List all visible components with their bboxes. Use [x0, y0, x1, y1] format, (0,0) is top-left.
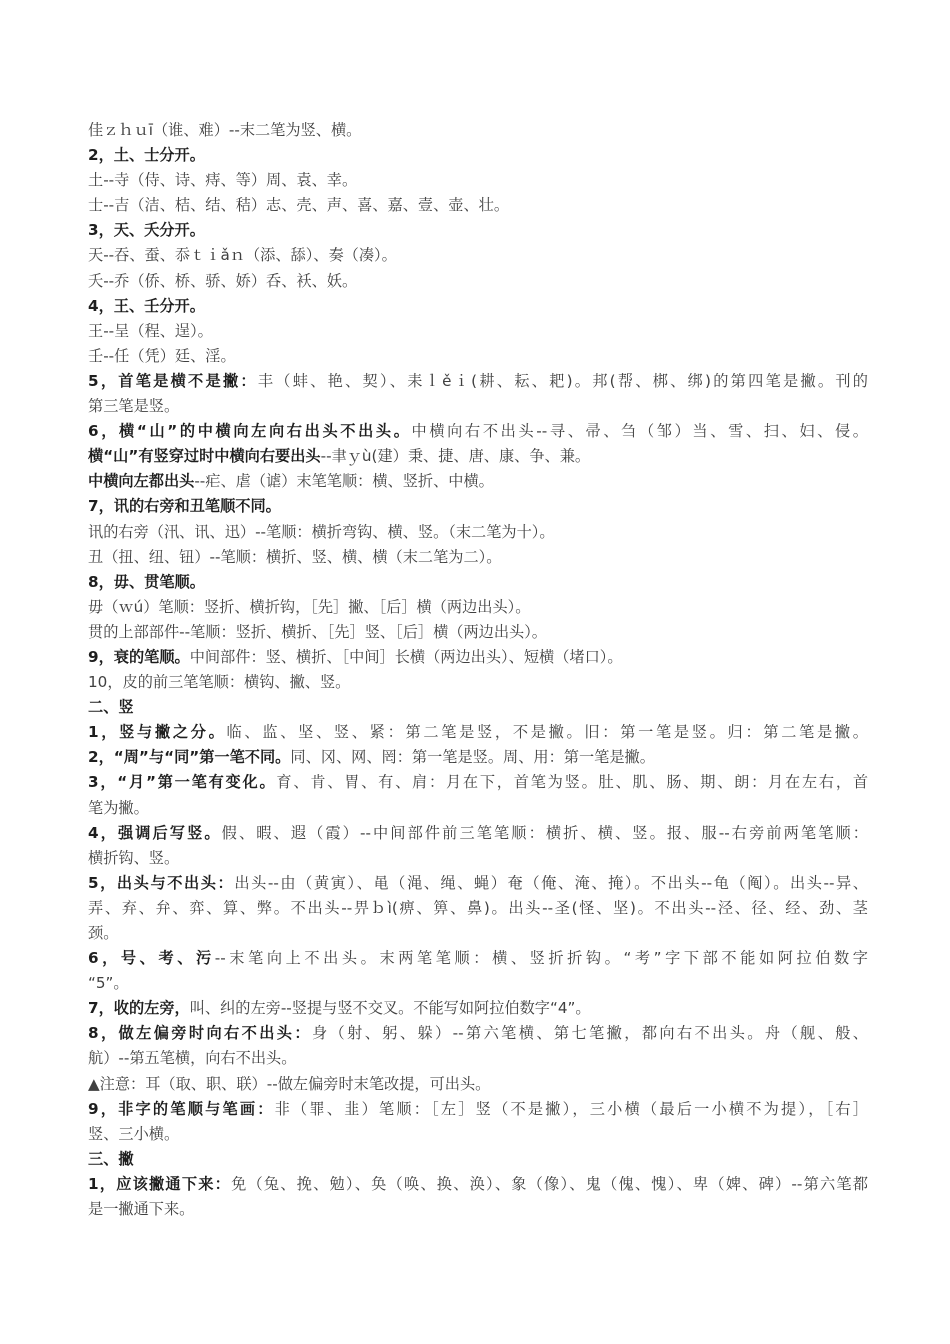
body-text: 出头--由（黄寅）、黾（渑、绳、蝇）奄（俺、淹、掩）。不出头--龟（阄）。出头--异、 [234, 873, 868, 892]
text-line [88, 846, 868, 871]
heading-text: 2，土、士分开。 [88, 146, 205, 165]
text-line [88, 796, 868, 821]
heading-text: 5，首笔是横不是撇： [88, 371, 258, 390]
body-text: 夭--乔（侨、桥、骄、娇）呑、袄、妖。 [88, 271, 358, 290]
text-line [88, 1072, 868, 1097]
text-line [88, 595, 868, 620]
body-text: 10，皮的前三笔笔顺：横钩、撇、竖。 [88, 673, 351, 692]
text-line [88, 896, 868, 921]
text-line [88, 444, 868, 469]
text-line [88, 996, 868, 1021]
body-text: 同、冈、网、罔：第一笔是竖。周、用：第一笔是撇。 [290, 748, 655, 767]
text-line [88, 821, 868, 846]
body-text: 士--吉（洁、桔、结、秸）志、壳、声、喜、嘉、壹、壶、壮。 [88, 196, 510, 215]
text-line [88, 1172, 868, 1197]
text-line [88, 193, 868, 218]
body-text: 非（罪、韭）笔顺：［左］竖（不是撇），三小横（最后一小横不为提），［右］ [274, 1099, 868, 1118]
text-line [88, 670, 868, 695]
body-text: 贯的上部部件--笔顺：竖折、横折、［先］竖、［后］横（两边出头）。 [88, 622, 547, 641]
text-line [88, 1147, 868, 1172]
body-text: --末笔向上不出头。末两笔笔顺：横、竖折折钩。“考”字下部不能如阿拉伯数字 [214, 949, 868, 968]
text-line [88, 143, 868, 168]
heading-text: 3，“月”第一笔有变化。 [88, 773, 277, 792]
heading-text: 4，王、壬分开。 [88, 296, 205, 315]
body-text: 丰（蚌、艳、契）、耒ｌěｉ(耕、耘、耙)。邦(帮、梆、绑)的第四笔是撇。刊的 [257, 371, 868, 390]
text-line [88, 695, 868, 720]
body-text: 笔为撇。 [88, 798, 149, 817]
heading-text: 中横向左都出头 [88, 472, 195, 491]
body-text: “5”。 [88, 974, 129, 993]
body-text: 临、监、坚、竖、紧：第二笔是竖，不是撇。旧：第一笔是竖。归：第二笔是撇。 [226, 723, 868, 742]
heading-text: 4，强调后写竖。 [88, 823, 222, 842]
heading-text: 1，竖与撇之分。 [88, 723, 227, 742]
text-line [88, 570, 868, 595]
text-line [88, 545, 868, 570]
text-line [88, 520, 868, 545]
text-line [88, 294, 868, 319]
body-text: 颈。 [88, 924, 119, 942]
text-line [88, 645, 868, 670]
heading-text: 3，天、夭分开。 [88, 221, 205, 240]
body-text: --疟、虐（谑）末笔笔顺：横、竖折、中横。 [194, 472, 494, 491]
body-text: 弄、弃、弁、弈、算、弊。不出头--畀ｂì(痹、箅、鼻)。出头--圣(怪、坚)。不出头--泾、径、经、劲、茎 [88, 898, 868, 917]
text-line [88, 344, 868, 369]
body-text: 航）--第五笔横，向右不出头。 [88, 1049, 297, 1068]
body-text: ▲注意：耳（取、职、联）--做左偏旁时末笔改提，可出头。 [88, 1074, 491, 1093]
text-line [88, 369, 868, 394]
text-line [88, 1046, 868, 1071]
text-line [88, 168, 868, 193]
body-text: 假、暇、遐（霞）--中间部件前三笔笔顺：横折、横、竖。报、服--右旁前两笔笔顺： [221, 823, 868, 842]
body-text: 育、肯、胃、有、肩：月在下，首笔为竖。肚、肌、肠、期、朗：月在左右，首 [276, 773, 868, 792]
text-line [88, 720, 868, 745]
body-text: 丑（扭、纽、钮）--笔顺：横折、竖、横、横（末二笔为二）。 [88, 547, 502, 566]
body-text: 土--寺（侍、诗、痔、等）周、袁、幸。 [88, 171, 358, 190]
body-text: 竖、三小横。 [88, 1124, 180, 1143]
heading-text: 7，收的左旁， [88, 999, 190, 1018]
text-line [88, 921, 868, 946]
text-line [88, 394, 868, 419]
text-line [88, 243, 868, 268]
heading-text: 9，非字的笔顺与笔画： [88, 1099, 275, 1118]
text-line [88, 1021, 868, 1046]
body-text: 毋（ｗú）笔顺：竖折、横折钩，［先］撇、［后］横（两边出头）。 [88, 597, 531, 616]
body-text: 第三笔是竖。 [88, 397, 180, 416]
text-line [88, 419, 868, 444]
body-text: 免（兔、挽、勉）、奂（唤、换、涣）、象（像）、鬼（傀、愧）、卑（婢、碑）--第六笔都 [231, 1174, 868, 1193]
text-line [88, 1197, 868, 1222]
text-line [88, 971, 868, 996]
body-text: 壬--任（凭）廷、淫。 [88, 346, 236, 365]
text-line [88, 1122, 868, 1147]
body-text: 佳ｚｈｕī（谁、难）--末二笔为竖、横。 [88, 121, 362, 139]
document-page [88, 118, 868, 1222]
text-line [88, 469, 868, 494]
text-line [88, 494, 868, 519]
body-text: 是一撇通下来。 [88, 1200, 195, 1219]
heading-text: 8，毋、贯笔顺。 [88, 572, 205, 591]
body-text: 中横向右不出头--寻、帚、刍（邹）当、雪、扫、妇、侵。 [411, 422, 868, 441]
heading-text: 8，做左偏旁时向右不出头： [88, 1024, 312, 1043]
text-line [88, 620, 868, 645]
text-line [88, 770, 868, 795]
heading-text: 横“山”有竖穿过时中横向右要出头 [88, 447, 321, 466]
body-text: 王--呈（程、逞）。 [88, 321, 213, 340]
body-text: 天--吞、蚕、忝ｔｉǎｎ（添、舔）、奏（凑）。 [88, 246, 397, 265]
heading-text: 二、竖 [88, 698, 134, 717]
text-line [88, 218, 868, 243]
text-line [88, 118, 868, 143]
body-text: 身（射、躬、躲）--第六笔横、第七笔撇，都向右不出头。舟（舰、般、 [311, 1024, 868, 1043]
text-line [88, 946, 868, 971]
text-line [88, 745, 868, 770]
heading-text: 2，“周”与“同”第一笔不同。 [88, 748, 291, 767]
body-text: 横折钩、竖。 [88, 848, 180, 867]
body-text: 讯的右旁（汛、讯、迅）--笔顺：横折弯钩、横、竖。（末二笔为十）。 [88, 522, 555, 541]
text-line [88, 319, 868, 344]
body-text: 中间部件：竖、横折、［中间］长横（两边出头）、短横（堵口）。 [189, 647, 623, 666]
body-text: 叫、纠的左旁--竖提与竖不交叉。不能写如阿拉伯数字“4”。 [189, 999, 591, 1018]
heading-text: 9，衰的笔顺。 [88, 647, 190, 666]
text-line [88, 871, 868, 896]
text-line [88, 1097, 868, 1122]
heading-text: 1，应该撇通下来： [88, 1174, 232, 1193]
heading-text: 7，讯的右旁和丑笔顺不同。 [88, 497, 281, 516]
text-line [88, 269, 868, 294]
heading-text: 6，横“山”的中横向左向右出头不出头。 [88, 422, 412, 441]
heading-text: 三、撇 [88, 1149, 134, 1168]
heading-text: 6，号、考、污 [88, 949, 215, 968]
heading-text: 5，出头与不出头： [88, 873, 235, 892]
body-text: --聿ｙù(建）秉、捷、唐、康、争、兼。 [320, 447, 591, 466]
